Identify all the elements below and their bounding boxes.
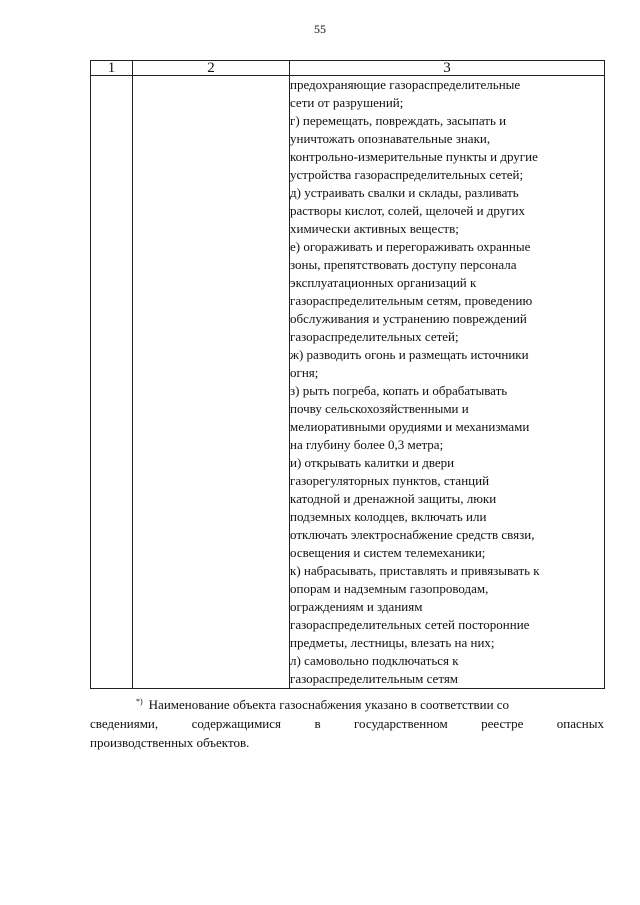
text-line: газораспределительных сетей посторонние [290, 617, 530, 632]
text-line: газораспределительных сетей; [290, 329, 459, 344]
footnote-line [90, 692, 604, 714]
text-line: растворы кислот, солей, щелочей и других [290, 203, 526, 218]
footnote-mark: *) [136, 697, 143, 706]
text-line: отключать электроснабжение средств связи, [290, 527, 535, 542]
text-line: на глубину более 0,3 метра; [290, 437, 444, 452]
text-line: предметы, лестницы, влезать на них; [290, 635, 495, 650]
footnote-line: сведениями, содержащимися в государственном реестре опасных [90, 716, 604, 731]
column-header-2: 2 [133, 61, 290, 76]
table-row [91, 76, 605, 689]
text-line: газорегуляторных пунктов, станций [290, 473, 490, 488]
text-line: опорам и надземным газопроводам, [290, 581, 489, 596]
text-line: з) рыть погреба, копать и обрабатывать [290, 383, 508, 398]
cell-column-3 [290, 76, 605, 689]
text-line: химически активных веществ; [290, 221, 459, 236]
text-line: г) перемещать, повреждать, засыпать и [290, 113, 507, 128]
footnote [90, 692, 604, 752]
column-header-3: 3 [290, 61, 605, 76]
text-line: к) набрасывать, приставлять и привязывать к [290, 563, 540, 578]
text-line: почву сельскохозяйственными и [290, 401, 469, 416]
table-header-row [91, 61, 605, 76]
text-line: сети от разрушений; [290, 95, 404, 110]
footnote-line: производственных объектов. [90, 735, 250, 750]
text-line: мелиоративными орудиями и механизмами [290, 419, 530, 434]
page-number: 55 [314, 22, 326, 36]
text-line: катодной и дренажной защиты, люки [290, 491, 497, 506]
text-line: освещения и систем телемеханики; [290, 545, 486, 560]
text-line: контрольно-измерительные пункты и другие [290, 149, 538, 164]
text-line: газораспределительным сетям [290, 671, 459, 686]
text-line: огня; [290, 365, 319, 380]
text-line: предохраняющие газораспределительные [290, 77, 521, 92]
column-header-1: 1 [91, 61, 133, 76]
text-line: ограждениям и зданиям [290, 599, 423, 614]
cell-column-2 [133, 76, 290, 689]
text-line: устройства газораспределительных сетей; [290, 167, 524, 182]
cell-column-1 [91, 76, 133, 689]
footnote-text: Наименование объекта газоснабжения указано в соответствии со [148, 697, 510, 712]
text-line: д) устраивать свалки и склады, разливать [290, 185, 519, 200]
text-line: подземных колодцев, включать или [290, 509, 487, 524]
text-line: ж) разводить огонь и размещать источники [290, 347, 529, 362]
text-line: газораспределительным сетям, проведению [290, 293, 533, 308]
text-line: зоны, препятствовать доступу персонала [290, 257, 517, 272]
text-line: и) открывать калитки и двери [290, 455, 455, 470]
text-line: обслуживания и устранению повреждений [290, 311, 527, 326]
text-line: эксплуатационных организаций к [290, 275, 477, 290]
requirements-table [90, 60, 605, 689]
text-line: е) огораживать и перегораживать охранные [290, 239, 531, 254]
text-line: л) самовольно подключаться к [290, 653, 459, 668]
text-line: уничтожать опознавательные знаки, [290, 131, 491, 146]
